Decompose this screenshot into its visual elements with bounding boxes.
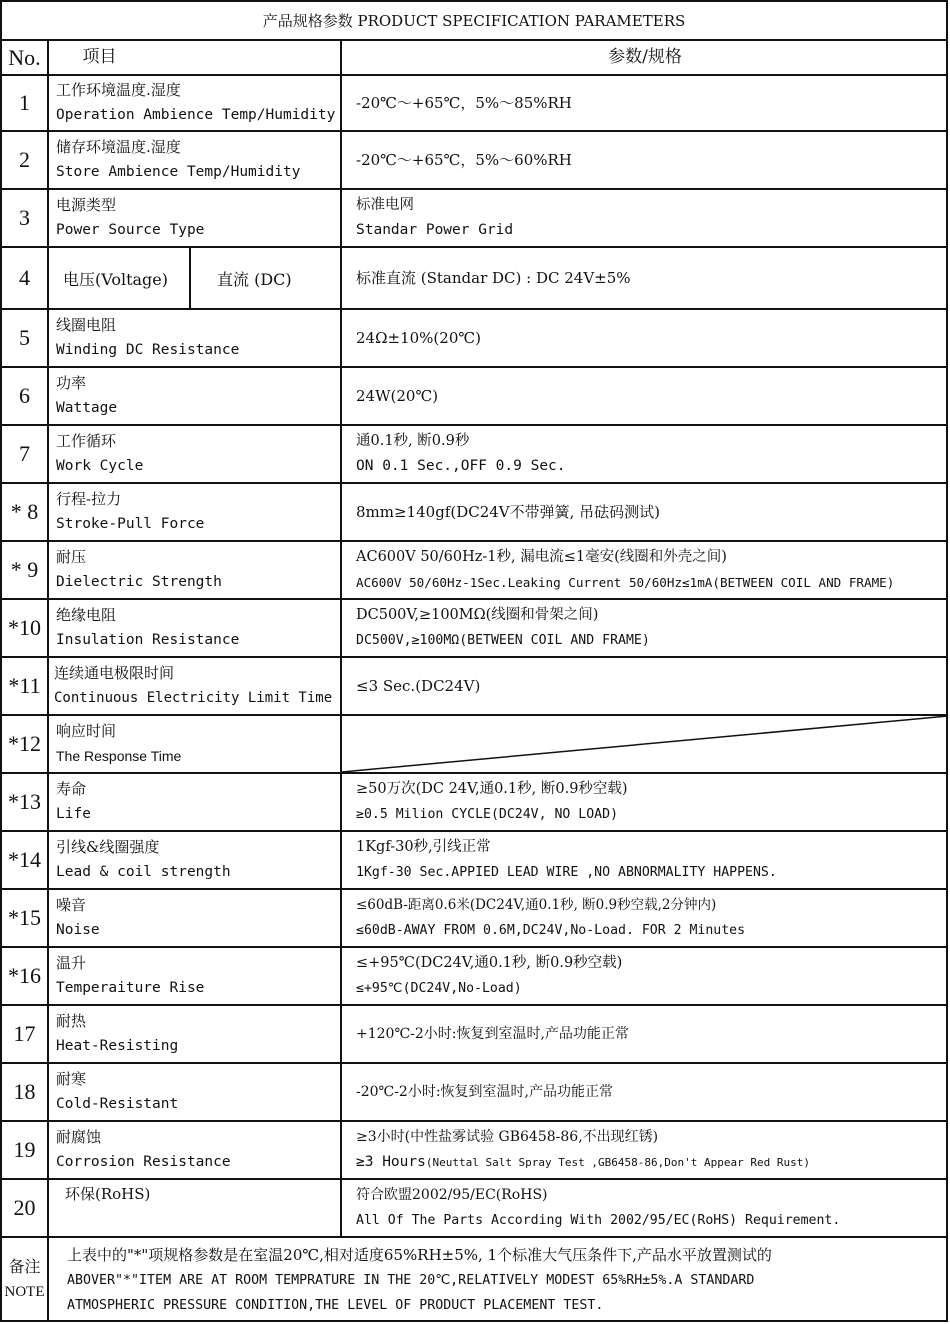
table-row <box>2 310 948 366</box>
table-row <box>2 1064 948 1120</box>
param-cell <box>342 484 948 540</box>
param-cn: 通0.1秒, 断0.9秒 <box>356 433 470 449</box>
item-cn: 功率 <box>56 374 87 392</box>
item-cell <box>49 76 342 130</box>
param-cn: 1Kgf-30秒,引线正常 <box>356 839 491 855</box>
item-cell <box>49 658 342 714</box>
row-number: 4 <box>2 248 49 308</box>
param-en-line <box>356 1150 948 1175</box>
param-cell <box>342 890 948 946</box>
table-row <box>2 658 948 714</box>
param-cell <box>342 774 948 830</box>
item-cell <box>49 774 342 830</box>
item-en: Temperaiture Rise <box>56 980 205 996</box>
param-en-a: ≥3 Hours <box>356 1154 426 1170</box>
item-cell <box>49 890 342 946</box>
item-cn: 工作环境温度.湿度 <box>56 81 181 99</box>
note-label-en: NOTE <box>4 1284 45 1300</box>
item-cell <box>49 1064 342 1120</box>
item-cell <box>49 426 342 482</box>
param-cell <box>342 248 948 308</box>
param-cell <box>342 1180 948 1236</box>
item-en: Dielectric Strength <box>56 574 222 590</box>
item-cn: 绝缘电阻 <box>56 606 117 624</box>
item-en: Cold-Resistant <box>56 1096 179 1112</box>
note-line-en-2: ATMOSPHERIC PRESSURE CONDITION,THE LEVEL OF PRODUCT PLACEMENT TEST. <box>67 1297 604 1313</box>
row-number: *15 <box>2 890 49 946</box>
row-number: *13 <box>2 774 49 830</box>
table-row <box>2 1122 948 1178</box>
header-item: 项目 <box>49 41 342 74</box>
param-cn: ≥3小时(中性盐雾试验 GB6458-86,不出现红锈) <box>356 1129 659 1145</box>
table-row <box>2 248 948 308</box>
item-cn: 行程-拉力 <box>56 490 122 508</box>
item-cell <box>49 542 342 598</box>
note-row <box>2 1238 948 1322</box>
table-row <box>2 832 948 888</box>
note-label <box>2 1238 49 1322</box>
note-line-en-1: ABOVER"*"ITEM ARE AT ROOM TEMPRATURE IN THE 20℃,RELATIVELY MODEST 65%RH±5%.A STANDARD <box>67 1272 755 1288</box>
item-cell <box>49 310 342 366</box>
param-cell <box>342 368 948 424</box>
param-en: All Of The Parts According With 2002/95/EC(RoHS) Requirement. <box>356 1213 841 1228</box>
row-number: 18 <box>2 1064 49 1120</box>
row-number: *11 <box>2 658 49 714</box>
param-en-b: (Neuttal Salt Spray Test ,GB6458-86,Don't Appear Red Rust) <box>425 1156 810 1169</box>
param-en: DC500V,≥100MΩ(BETWEEN COIL AND FRAME) <box>356 633 650 648</box>
header-row <box>2 41 948 74</box>
row-number: 5 <box>2 310 49 366</box>
param-cell <box>342 832 948 888</box>
table-row <box>2 948 948 1004</box>
item-cell <box>49 484 342 540</box>
row-number: 1 <box>2 76 49 130</box>
param-cell <box>342 426 948 482</box>
param-cell <box>342 1006 948 1062</box>
table-row <box>2 542 948 598</box>
param-en: AC600V 50/60Hz-1Sec.Leaking Current 50/60Hz≤1mA(BETWEEN COIL AND FRAME) <box>356 575 895 590</box>
param-cn: ≥50万次(DC 24V,通0.1秒, 断0.9秒空载) <box>356 781 628 797</box>
param-en: ≤60dB-AWAY FROM 0.6M,DC24V,No-Load. FOR 2 Minutes <box>356 923 746 938</box>
row-number: * 8 <box>2 484 49 540</box>
item-cell <box>49 132 342 188</box>
param-cn: ≤+95℃(DC24V,通0.1秒, 断0.9秒空载) <box>356 955 623 971</box>
item-en: Store Ambience Temp/Humidity <box>56 164 301 180</box>
row-number: 7 <box>2 426 49 482</box>
item-cell <box>49 1006 342 1062</box>
param-text: +120℃-2小时:恢复到室温时,产品功能正常 <box>356 1025 629 1042</box>
table-row <box>2 1006 948 1062</box>
item-cn: 工作循环 <box>56 432 117 450</box>
item-cell <box>49 716 342 772</box>
item-en: Work Cycle <box>56 458 144 474</box>
item-cn: 储存环境温度.湿度 <box>56 138 181 156</box>
item-cn: 耐压 <box>56 548 87 566</box>
param-cell <box>342 310 948 366</box>
param-text: 8mm≥140gf(DC24V不带弹簧, 吊砝码测试) <box>356 502 661 521</box>
table-row <box>2 1180 948 1236</box>
sheet-title: 产品规格参数 PRODUCT SPECIFICATION PARAMETERS <box>262 12 686 30</box>
param-cell <box>342 132 948 188</box>
row-number: 3 <box>2 190 49 246</box>
diagonal-strike <box>342 716 948 772</box>
table-row <box>2 76 948 130</box>
row-number: * 9 <box>2 542 49 598</box>
row-number: 19 <box>2 1122 49 1178</box>
param-text: ≤3 Sec.(DC24V) <box>356 676 481 695</box>
item-cn: 引线&线圈强度 <box>56 838 160 856</box>
item-en: Noise <box>56 922 100 938</box>
row-number: *14 <box>2 832 49 888</box>
param-en: ≤+95℃(DC24V,No-Load) <box>356 981 522 996</box>
item-dc: 直流 (DC) <box>191 248 342 308</box>
param-text: 24Ω±10%(20℃) <box>356 328 482 347</box>
item-en: The Response Time <box>56 748 182 764</box>
item-en: Power Source Type <box>56 222 205 238</box>
param-cell <box>342 542 948 598</box>
row-number: 20 <box>2 1180 49 1236</box>
item-cell <box>49 1122 342 1178</box>
item-en: Wattage <box>56 400 118 416</box>
item-cn: 耐寒 <box>56 1070 87 1088</box>
table-row <box>2 600 948 656</box>
row-number: *10 <box>2 600 49 656</box>
param-text: -20℃-2小时:恢复到室温时,产品功能正常 <box>356 1083 614 1100</box>
param-cell <box>342 190 948 246</box>
item-en: Life <box>56 806 91 822</box>
row-number: 6 <box>2 368 49 424</box>
item-cn: 响应时间 <box>56 722 117 740</box>
item-cell <box>49 832 342 888</box>
table-row <box>2 132 948 188</box>
param-cell <box>342 1122 948 1178</box>
param-cell <box>342 600 948 656</box>
header-param: 参数/规格 <box>608 47 682 67</box>
param-en: ON 0.1 Sec.,OFF 0.9 Sec. <box>356 458 566 474</box>
param-text: 24W(20℃) <box>356 386 439 405</box>
row-number: 2 <box>2 132 49 188</box>
item-en: Stroke-Pull Force <box>56 516 205 532</box>
note-line-cn: 上表中的"*"项规格参数是在室温20℃,相对适度65%RH±5%, 1个标准大气压条件下,产品水平放置测试的 <box>67 1245 772 1264</box>
table-row <box>2 774 948 830</box>
param-cn: DC500V,≥100MΩ(线圈和骨架之间) <box>356 607 599 623</box>
item-cn: 噪音 <box>56 896 87 914</box>
param-text: -20℃～+65℃，5%～60%RH <box>356 150 572 169</box>
item-cell <box>49 368 342 424</box>
param-en: 1Kgf-30 Sec.APPIED LEAD WIRE ,NO ABNORMALITY HAPPENS. <box>356 865 777 880</box>
param-cn: AC600V 50/60Hz-1秒, 漏电流≤1毫安(线圈和外壳之间) <box>356 549 727 565</box>
item-cn: 环保(RoHS) <box>65 1185 151 1203</box>
item-en: Insulation Resistance <box>56 632 240 648</box>
param-cell <box>342 658 948 714</box>
header-no: No. <box>2 41 49 74</box>
item-cn: 温升 <box>56 954 87 972</box>
note-label-cn: 备注 <box>8 1259 41 1276</box>
item-en: Corrosion Resistance <box>56 1154 231 1170</box>
param-cell <box>342 76 948 130</box>
item-cell <box>49 1180 342 1236</box>
param-text: -20℃～+65℃，5%～85%RH <box>356 93 572 112</box>
item-cn: 耐腐蚀 <box>56 1128 102 1146</box>
item-cn: 电源类型 <box>56 196 117 214</box>
item-en: Continuous Electricity Limit Time <box>54 690 333 706</box>
param-cn: ≤60dB-距离0.6米(DC24V,通0.1秒, 断0.9秒空载,2分钟内) <box>356 897 717 913</box>
item-en: Lead & coil strength <box>56 864 231 880</box>
item-voltage: 电压(Voltage) <box>49 248 191 308</box>
item-en: Heat-Resisting <box>56 1038 179 1054</box>
table-row <box>2 890 948 946</box>
table-row <box>2 484 948 540</box>
item-cell <box>49 948 342 1004</box>
param-cn: 标准电网 <box>356 197 414 213</box>
item-cn: 连续通电极限时间 <box>54 664 175 682</box>
row-number: 17 <box>2 1006 49 1062</box>
row-number: *16 <box>2 948 49 1004</box>
param-cn: 符合欧盟2002/95/EC(RoHS) <box>356 1187 548 1203</box>
note-text <box>49 1238 948 1322</box>
item-en: Winding DC Resistance <box>56 342 240 358</box>
table-row <box>2 426 948 482</box>
param-en: Standar Power Grid <box>356 222 514 238</box>
item-cn: 耐热 <box>56 1012 87 1030</box>
item-cn: 寿命 <box>56 780 87 798</box>
param-en: ≥0.5 Milion CYCLE(DC24V, NO LOAD) <box>356 807 619 822</box>
row-number: *12 <box>2 716 49 772</box>
param-cell <box>342 948 948 1004</box>
table-row <box>2 368 948 424</box>
param-cell <box>342 1064 948 1120</box>
item-en: Operation Ambience Temp/Humidity <box>56 107 336 123</box>
param-text: 标准直流 (Standar DC) : DC 24V±5% <box>356 268 631 287</box>
table-row <box>2 716 948 772</box>
item-cn: 线圈电阻 <box>56 316 117 334</box>
item-cell <box>49 190 342 246</box>
param-cell-empty <box>342 716 948 772</box>
table-row <box>2 190 948 246</box>
item-cell <box>49 600 342 656</box>
